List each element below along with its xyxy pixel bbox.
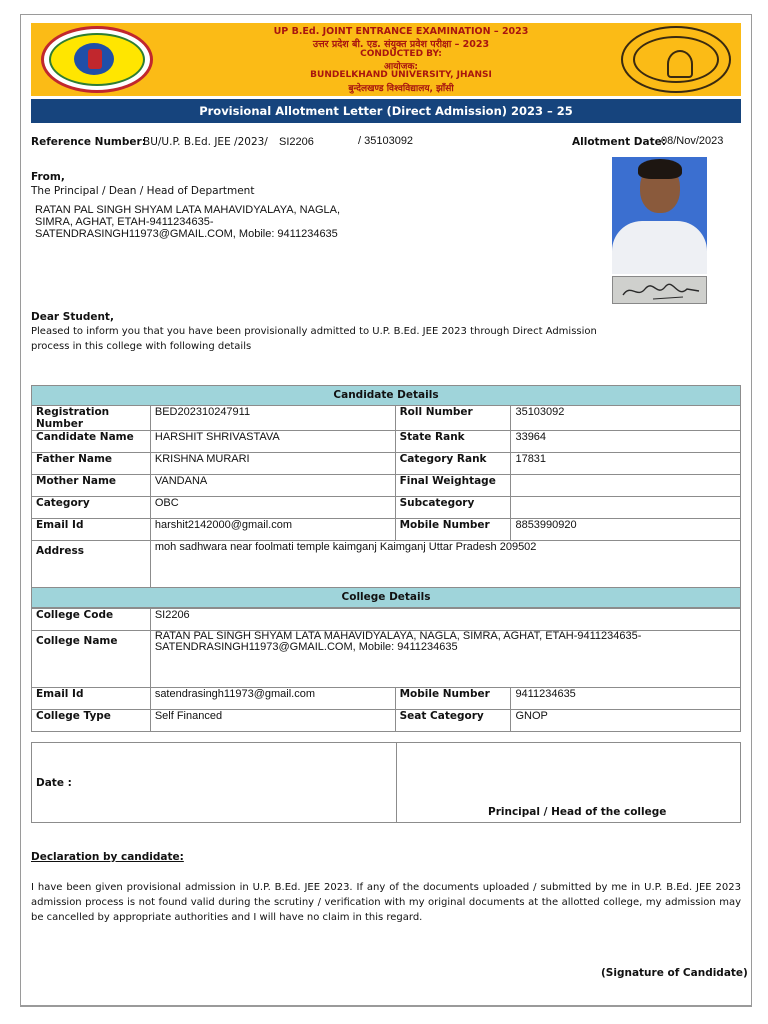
cell-label: Roll Number (395, 406, 511, 431)
cell-value: VANDANA (150, 475, 395, 497)
cell-label: Subcategory (395, 497, 511, 519)
candidate-signature-label: (Signature of Candidate) (601, 967, 748, 979)
cell-label: Candidate Name (32, 431, 151, 453)
cell-value: Self Financed (150, 710, 395, 732)
college-name-line2: SATENDRASINGH11973@GMAIL.COM, Mobile: 9411234635 (154, 641, 458, 653)
cell-value (511, 497, 741, 519)
allotment-date-value: 08/Nov/2023 (661, 135, 724, 147)
banner-line-conducted: CONDUCTED BY: (360, 49, 442, 59)
college-name-label: College Name (32, 631, 151, 688)
college-name-line1: RATAN PAL SINGH SHYAM LATA MAHAVIDYALAYA, NAGLA, SIMRA, AGHAT, ETAH-9411234635- (154, 630, 642, 642)
candidate-details-table (31, 405, 741, 594)
page-bottom-rule (20, 1006, 752, 1009)
from-label: From, (31, 171, 65, 183)
reference-part1: BU/U.P. B.Ed. JEE /2023/ (143, 136, 268, 148)
candidate-details-heading: Candidate Details (31, 385, 741, 406)
cell-label: Email Id (32, 688, 151, 710)
table-row (32, 710, 741, 732)
cell-label: Category (32, 497, 151, 519)
declaration-heading: Declaration by candidate: (31, 851, 184, 863)
table-row (32, 631, 741, 688)
cell-label: Mobile Number (395, 688, 511, 710)
cell-value: 17831 (511, 453, 741, 475)
banner-line-university: BUNDELKHAND UNIVERSITY, JHANSI (310, 70, 492, 80)
table-row (32, 475, 741, 497)
address-label: Address (32, 541, 151, 594)
table-row-address (32, 541, 741, 594)
cell-label: Final Weightage (395, 475, 511, 497)
from-address-line2: SIMRA, AGHAT, ETAH-9411234635- (35, 216, 214, 228)
college-code-value: SI2206 (150, 609, 740, 631)
cell-value: 9411234635 (511, 688, 741, 710)
college-name-value (150, 631, 740, 688)
table-row (32, 688, 741, 710)
cell-label: State Rank (395, 431, 511, 453)
cell-value: satendrasingh11973@gmail.com (150, 688, 395, 710)
state-emblem-icon (621, 26, 731, 93)
address-value: moh sadhwara near foolmati temple kaimganj Kaimganj Uttar Pradesh 209502 (150, 541, 740, 594)
cell-value: KRISHNA MURARI (150, 453, 395, 475)
table-row (32, 453, 741, 475)
principal-label: Principal / Head of the college (488, 806, 667, 818)
cell-value: 33964 (511, 431, 741, 453)
cell-value: 8853990920 (511, 519, 741, 541)
college-code-label: College Code (32, 609, 151, 631)
candidate-signature (612, 276, 707, 304)
cell-label: Registration Number (32, 406, 151, 431)
banner-line-university-hindi: बुन्देलखण्ड विश्वविद्यालय, झाँसी (348, 84, 454, 94)
table-row (32, 519, 741, 541)
cell-value: HARSHIT SHRIVASTAVA (150, 431, 395, 453)
banner-line-exam-hindi: उत्तर प्रदेश बी. एड. संयुक्त प्रवेश परीक्षा – 2023 (312, 39, 490, 50)
cell-value: 35103092 (511, 406, 741, 431)
allotment-date-label: Allotment Date: (572, 136, 666, 148)
cell-label: Seat Category (395, 710, 511, 732)
from-address-line1: RATAN PAL SINGH SHYAM LATA MAHAVIDYALAYA, NAGLA, (35, 204, 341, 216)
college-details-table (31, 608, 741, 732)
cell-value: BED202310247911 (150, 406, 395, 431)
table-row (32, 431, 741, 453)
greeting-line1: Pleased to inform you that you have been provisionally admitted to U.P. B.Ed. JEE 2023 through Direct Admission (31, 326, 597, 337)
banner-line-conducted-hindi: आयोजक: (384, 62, 418, 72)
cell-value: harshit2142000@gmail.com (150, 519, 395, 541)
salutation: Dear Student, (31, 311, 114, 323)
table-row (32, 609, 741, 631)
cell-value: OBC (150, 497, 395, 519)
cell-label: College Type (32, 710, 151, 732)
college-details-heading: College Details (31, 587, 741, 608)
cell-value (511, 475, 741, 497)
table-row (32, 406, 741, 431)
cell-label: Mobile Number (395, 519, 511, 541)
letter-title: Provisional Allotment Letter (Direct Admission) 2023 – 25 (31, 99, 741, 123)
declaration-text: I have been given provisional admission in U.P. B.Ed. JEE 2023. If any of the documents uploaded / submitted by me in U.P. B.Ed. JEE 2023 admission process is not found valid during the scrutiny / verification with my original documents at the allotted college, my admission may be cancelled by appropriate authorities and I will have no claim in this regard. (31, 882, 741, 923)
principal-signature-box (31, 742, 741, 823)
date-label: Date : (36, 777, 72, 789)
cell-label: Category Rank (395, 453, 511, 475)
cell-label: Mother Name (32, 475, 151, 497)
header-banner (31, 23, 741, 96)
university-seal-icon (41, 26, 153, 93)
from-role: The Principal / Dean / Head of Department (31, 185, 255, 197)
cell-label: Father Name (32, 453, 151, 475)
greeting-line2: process in this college with following details (31, 341, 252, 352)
banner-line-exam: UP B.Ed. JOINT ENTRANCE EXAMINATION – 2023 (273, 26, 529, 37)
candidate-photo (612, 157, 707, 274)
cell-label: Email Id (32, 519, 151, 541)
table-row (32, 497, 741, 519)
cell-value: GNOP (511, 710, 741, 732)
reference-part2: SI2206 (279, 136, 314, 148)
reference-part3: / 35103092 (358, 135, 414, 147)
reference-label: Reference Number: (31, 136, 146, 148)
from-address-line3: SATENDRASINGH11973@GMAIL.COM, Mobile: 9411234635 (35, 228, 338, 240)
